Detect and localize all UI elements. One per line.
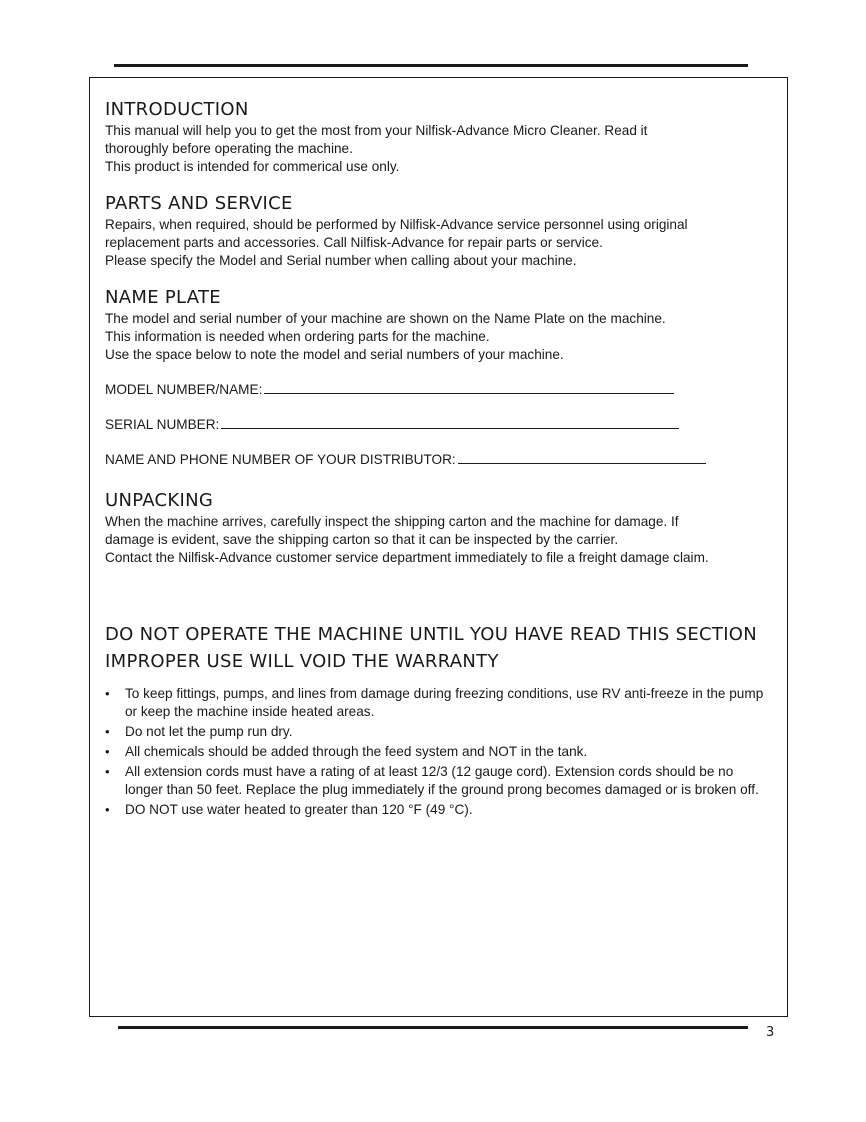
warning-heading-line1: DO NOT OPERATE THE MACHINE UNTIL YOU HAVE READ THIS SECTION [105,624,758,645]
list-item [105,743,765,761]
bullet-text: All extension cords must have a rating of at least 12/3 (12 gauge cord). Extension cords should be no longer than 50 feet. Replace the plug immediately if the ground prong becomes damaged or is broken off. [125,764,759,797]
list-item [105,801,765,819]
section-introduction [105,98,775,176]
distributor-field [105,450,775,469]
section-warning [105,621,775,819]
serial-number-label: SERIAL NUMBER: [105,417,220,432]
parts-line: replacement parts and accessories. Call Nilfisk-Advance for repair parts or service. [105,235,603,250]
bullet-icon: • [105,724,110,739]
section-parts-service [105,192,775,270]
warning-list [105,685,775,819]
section-name-plate [105,286,775,469]
heading-name-plate: NAME PLATE [105,287,221,308]
unpacking-line: Contact the Nilfisk-Advance customer service department immediately to file a freight damage claim. [105,550,709,565]
bullet-icon: • [105,764,110,779]
intro-line: This manual will help you to get the most from your Nilfisk-Advance Micro Cleaner. Read it [105,123,648,138]
heading-unpacking: UNPACKING [105,490,214,511]
bullet-text: All chemicals should be added through the feed system and NOT in the tank. [125,744,588,759]
heading-introduction: INTRODUCTION [105,99,249,120]
nameplate-line: This information is needed when ordering parts for the machine. [105,329,490,344]
heading-parts-service: PARTS AND SERVICE [105,193,293,214]
bullet-icon: • [105,802,110,817]
model-number-label: MODEL NUMBER/NAME: [105,382,263,397]
unpacking-line: When the machine arrives, carefully inspect the shipping carton and the machine for damage. If [105,514,679,529]
list-item [105,763,765,799]
serial-number-blank[interactable] [221,415,679,429]
model-number-field [105,380,775,399]
bullet-icon: • [105,686,110,701]
list-item [105,685,765,721]
bottom-rule [118,1026,748,1029]
top-rule [114,64,748,67]
parts-line: Repairs, when required, should be performed by Nilfisk-Advance service personnel using original [105,217,688,232]
bullet-text: DO NOT use water heated to greater than 120 °F (49 °C). [125,802,473,817]
intro-line: This product is intended for commerical use only. [105,159,400,174]
nameplate-line: Use the space below to note the model and serial numbers of your machine. [105,347,564,362]
section-unpacking [105,489,775,567]
bullet-icon: • [105,744,110,759]
unpacking-line: damage is evident, save the shipping carton so that it can be inspected by the carrier. [105,532,619,547]
distributor-label: NAME AND PHONE NUMBER OF YOUR DISTRIBUTOR: [105,452,456,467]
parts-line: Please specify the Model and Serial number when calling about your machine. [105,253,577,268]
page-number: 3 [766,1025,775,1040]
bullet-text: To keep fittings, pumps, and lines from damage during freezing conditions, use RV anti-freeze in the pump or keep the machine inside heated areas. [125,686,764,719]
intro-line: thoroughly before operating the machine. [105,141,353,156]
nameplate-line: The model and serial number of your machine are shown on the Name Plate on the machine. [105,311,666,326]
serial-number-field [105,415,775,434]
model-number-blank[interactable] [264,380,674,394]
warning-heading-line2: IMPROPER USE WILL VOID THE WARRANTY [105,651,499,672]
page-content [105,98,775,821]
distributor-blank[interactable] [458,450,706,464]
bullet-text: Do not let the pump run dry. [125,724,293,739]
list-item [105,723,765,741]
